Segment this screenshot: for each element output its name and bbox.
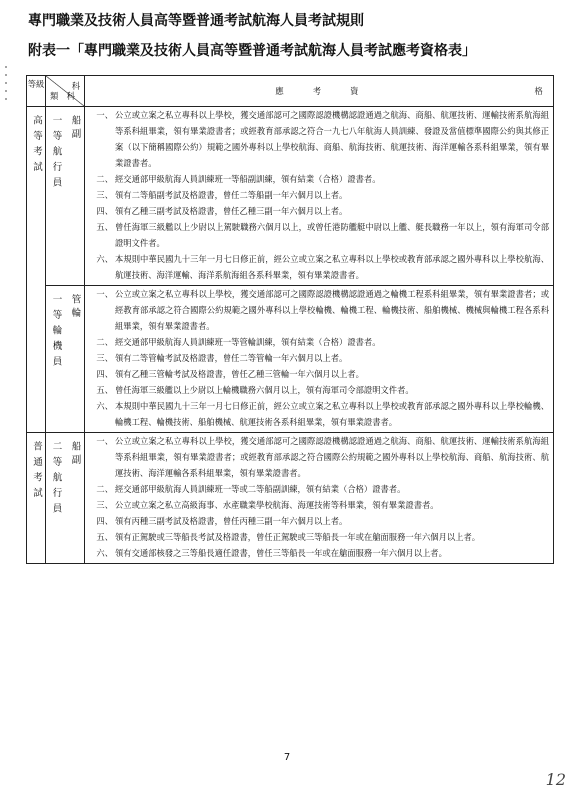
qualification-table [26,75,554,564]
item-number: 四、 [96,369,113,379]
item-number: 五、 [96,532,113,542]
category-label: 二等航行員 [50,441,62,519]
list-item [91,366,549,382]
item-number: 三、 [96,190,113,200]
item-number: 四、 [96,516,113,526]
item-number: 一、 [96,436,113,446]
item-text: 公立或立案之私立專科以上學校，獲交通部認可之國際認證機構認證通過之航海、商船、航運技術、運輸技術系航海組等系科組畢業，領有畢業證書者；或經教育部承認之符合國際公約規範之國外專科以上學校航海、商船、航海技術、航運技術、海洋運輸各系科組畢業，領有畢業證書者。 [115,436,549,478]
table-header-row [27,76,554,107]
list-item [91,350,549,366]
header-qualification [85,76,554,107]
item-text: 領有二等船副考試及格證書，曾任二等船副一年六個月以上者。 [115,190,348,200]
list-item [91,107,549,171]
table-row [27,107,554,286]
table-row [27,433,554,564]
item-text: 本規則中華民國九十三年一月七日修正前，經公立或立案之私立專科以上學校或教育部承認之國外專科以上學校輪機、輪機工程、輪機技術、船舶機械、航運技術各系科組畢業，領有畢業證書者。 [115,401,549,427]
document-title: 專門職業及技術人員高等暨普通考試航海人員考試規則 [28,13,364,29]
item-number: 二、 [96,337,113,347]
category-label: 一等航行員 [50,115,62,193]
category-cell [46,286,85,433]
header-level-label: 等級 [27,79,45,89]
list-item [91,219,549,251]
subcategory-label: 管輪 [69,294,81,321]
list-item [91,497,549,513]
list-item [91,382,549,398]
item-number: 二、 [96,174,113,184]
item-text: 領有正駕駛或三等船長考試及格證書，曾任正駕駛或三等船長一年或在艙面服務一年六個月以上者。 [115,532,481,542]
item-text: 曾任海軍三級艦以上少尉以上輪機職務六個月以上，領有海軍司令部證明文件者。 [115,385,414,395]
category-label: 一等輪機員 [50,294,62,372]
header-category-diagonal [46,76,84,106]
list-item [91,286,549,334]
item-text: 公立或立案之私立專科以上學校，獲交通部認可之國際認證機構認證通過之航海、商船、航運技術、運輸技術系航海組等系科組畢業，領有畢業證書者；或經教育部承認之符合一九七八年航海人員訓練、發證及當值標準國際公約與其修正案（以下簡稱國際公約）規範之國外專科以上學校航海、商船、航海技術、航運技術、海洋運輸各系科組畢業，領有畢業證書者。 [115,110,549,168]
item-number: 三、 [96,500,113,510]
page-number: 7 [283,752,291,763]
table-row [27,286,554,433]
list-item [91,334,549,350]
list-item [91,513,549,529]
subcategory-label: 船副 [69,441,81,468]
level-cell [27,433,46,564]
document-subtitle: 附表一「專門職業及技術人員高等暨普通考試航海人員考試應考資格表」 [28,43,476,59]
list-item [91,187,549,203]
item-number: 五、 [96,385,113,395]
item-text: 領有乙種三副考試及格證書，曾任乙種三副一年六個月以上者。 [115,206,348,216]
list-item [91,545,549,561]
level-cell [27,107,46,433]
item-text: 公立或立案之私立高級海事、水產職業學校航海、海運技術等科畢業，領有畢業證書者。 [115,500,439,510]
header-qualification-label: 應 考 資 [275,86,363,96]
handwritten-page-mark: 12 [545,770,566,789]
category-cell [46,433,85,564]
list-item [91,433,549,481]
header-category-diag-label: 科 [71,81,80,91]
level-label: 高等考試 [31,115,42,177]
qualification-list [85,433,553,563]
item-text: 本規則中華民國九十三年一月七日修正前，經公立或立案之私立專科以上學校或教育部承認之國外專科以上學校航海、航運技術、海洋運輸、海洋系航海組各系科畢業，領有畢業證書者。 [115,254,549,280]
item-text: 公立或立案之私立專科以上學校，獲交通部認可之國際認證機構認證通過之輪機工程系科組畢業，領有畢業證書者；或經教育部承認之符合國際公約規範之國外專科以上學校輪機、輪機工程、輪機技術、船舶機械、機械與輪機工程各系科組畢業，領有畢業證書者。 [115,289,549,331]
item-text: 曾任海軍三級艦以上少尉以上駕駛職務六個月以上，或曾任港防艦艇中尉以上艦、艇長職務一年以上，領有海軍司令部證明文件者。 [115,222,549,248]
list-item [91,251,549,283]
qualification-cell [85,286,554,433]
qualification-list [85,286,553,432]
list-item [91,481,549,497]
list-item [91,529,549,545]
item-number: 一、 [96,289,113,299]
item-text: 領有交通部核發之三等船長適任證書，曾任三等船長一年或在艙面服務一年六個月以上者。 [115,548,447,558]
header-category-label: 類 科 [50,91,75,101]
item-text: 經交通部甲級航海人員訓練班一等或二等船副訓練，領有結業（合格）證書者。 [115,484,406,494]
item-text: 領有乙種三管輪考試及格證書，曾任乙種三管輪一年六個月以上者。 [115,369,364,379]
item-number: 五、 [96,222,113,232]
scan-artifact [3,60,11,100]
category-cell [46,107,85,286]
qualification-cell [85,433,554,564]
item-number: 四、 [96,206,113,216]
header-category [46,76,85,107]
item-text: 領有二等管輪考試及格證書，曾任二等管輪一年六個月以上者。 [115,353,348,363]
header-qualification-end: 格 [534,86,547,96]
item-text: 經交通部甲級航海人員訓練班一等船副訓練，領有結業（合格）證書者。 [115,174,381,184]
item-text: 領有丙種三副考試及格證書，曾任丙種三副一年六個月以上者。 [115,516,348,526]
list-item [91,203,549,219]
item-number: 六、 [96,254,113,264]
item-number: 六、 [96,401,113,411]
item-number: 二、 [96,484,113,494]
item-number: 三、 [96,353,113,363]
subcategory-label: 船副 [69,115,81,142]
table-body [27,107,554,564]
item-number: 一、 [96,110,113,120]
qualification-cell [85,107,554,286]
header-level [27,76,46,107]
qualification-list [85,107,553,285]
item-text: 經交通部甲級航海人員訓練班一等管輪訓練，領有結業（合格）證書者。 [115,337,381,347]
level-label: 普通考試 [31,441,42,503]
item-number: 六、 [96,548,113,558]
list-item [91,171,549,187]
list-item [91,398,549,430]
